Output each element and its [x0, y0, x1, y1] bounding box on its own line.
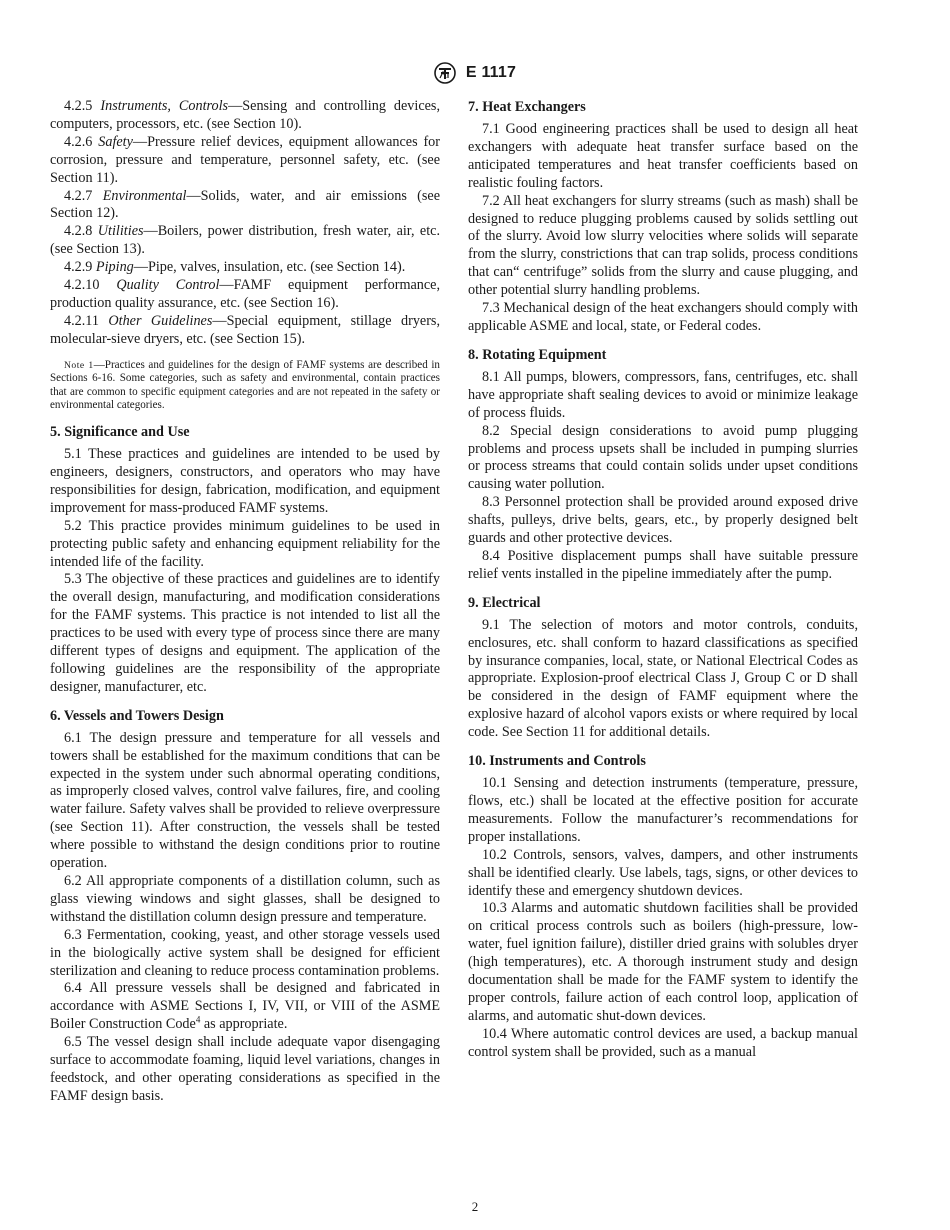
section-5-heading: 5. Significance and Use	[50, 424, 190, 441]
note-1: Note 1—Practices and guidelines for the design of FAMF systems are described in Sections 6-16. Some categories, such as safety and environmental, contain practices that are common to specific equipment categories and are not repeated in the safety or environmental categories.	[50, 358, 440, 412]
para-6-3: 6.3 Fermentation, cooking, yeast, and other storage vessels used in the biologically active system shall be designed for efficient sterilization and cleaning to reduce process contamination problems.	[50, 926, 440, 979]
left-column	[50, 98, 440, 1106]
para-6-4: 6.4 All pressure vessels shall be designed and fabricated in accordance with ASME Sections I, IV, VII, or VIII of the ASME Boiler Construction Code$^4$ as appropriate.	[50, 980, 440, 1033]
para-10-3: 10.3 Alarms and automatic shutdown facilities shall be provided on critical process controls such as boilers (high-pressure, low-water, fuel ignition failure), distiller dried grains with solubles dryer (high temperatures), etc. A thorough instrument study and design documentation shall be made for the FAMF system to identify the proper controls, failure action of each control loop, application of alarms, and automatic shut-down devices.	[468, 900, 858, 1024]
section-8-heading: 8. Rotating Equipment	[468, 346, 607, 363]
page-number: 2	[471, 1199, 479, 1214]
para-8-1: 8.1 All pumps, blowers, compressors, fans, centrifuges, etc. shall have appropriate shaft sealing devices to avoid or minimize leakage of process fluids.	[468, 368, 858, 421]
para-10-2: 10.2 Controls, sensors, valves, dampers, and other instruments shall be identified clearly. Use labels, tags, signs, or other devices to identify these and emergency shutdown devices.	[468, 846, 858, 899]
para-9-1: 9.1 The selection of motors and motor controls, conduits, enclosures, etc. shall conform to hazard classifications as specified by insurance companies, local, state, or National Electrical Codes as appropriate. Explosion-proof electrical Class J, Group C or D shall be considered in the design of FAMF equipment where the explosive hazard of alcohol vapors exists or where required by local code. See Section 11 for additional details.	[468, 616, 858, 741]
footnote-ref: 4	[195, 1014, 201, 1025]
item-4-2-7: 4.2.7 Environmental—Solids, water, and air emissions (see Section 12).	[50, 187, 440, 222]
para-8-4: 8.4 Positive displacement pumps shall have suitable pressure relief vents installed in the pipeline immediately after the pump.	[468, 547, 858, 582]
section-9-heading: 9. Electrical	[468, 594, 541, 611]
document-id: E 1117	[465, 64, 517, 81]
section-10-heading: 10. Instruments and Controls	[468, 753, 646, 770]
page-header	[0, 62, 950, 86]
para-7-1: 7.1 Good engineering practices shall be used to design all heat exchangers with adequate heat transfer surface based on the anticipated temperatures and heat transfer coefficients based on realistic fouling factors.	[468, 121, 858, 191]
para-6-2: 6.2 All appropriate components of a distillation column, such as glass viewing windows and sight glasses, shall be designed to withstand the distillation column design pressure and temperature.	[50, 873, 440, 925]
para-8-2: 8.2 Special design considerations to avoid pump plugging problems and process upsets shall be included in pumping slurries or process streams that could contain solids under upset conditions causing water pollution.	[468, 422, 858, 493]
para-5-1: 5.1 These practices and guidelines are intended to be used by engineers, designers, constructors, and operators who may have responsibilities for design, fabrication, modification, and equipment improvement for mass-produced FAMF systems.	[50, 446, 440, 516]
section-6-heading: 6. Vessels and Towers Design	[50, 707, 224, 724]
section-7-heading: 7. Heat Exchangers	[468, 99, 586, 115]
item-4-2-8: 4.2.8 Utilities—Boilers, power distribution, fresh water, air, etc. (see Section 13).	[50, 223, 441, 258]
para-10-1: 10.1 Sensing and detection instruments (temperature, pressure, flows, etc.) shall be located at the effective position for accurate measurements. Follow the manufacturer’s recommendations for proper installations.	[468, 775, 858, 845]
para-5-2: 5.2 This practice provides minimum guidelines to be used in protecting public safety and enhancing equipment reliability for the intended life of the facility.	[50, 517, 440, 570]
para-8-3: 8.3 Personnel protection shall be provided around exposed drive shafts, pulleys, drive belts, gears, etc., by properly designed belt guards and other protective devices.	[468, 494, 858, 547]
item-4-2-10: 4.2.10 Quality Control—FAMF equipment performance, production quality assurance, etc. (see Section 16).	[50, 277, 441, 311]
para-5-3: 5.3 The objective of these practices and guidelines are to identify the overall design, manufacturing, and modification considerations for the FAMF systems. This practice is not intended to list all the practices to be used with every type of process since there are many different types of designs and equipment. The application of the following guidelines are the responsibility of the appropriate designer, manufacturer, etc.	[50, 571, 440, 695]
para-10-4: 10.4 Where automatic control devices are used, a backup manual control system shall be provided, such as a manual	[468, 1025, 858, 1060]
para-6-1: 6.1 The design pressure and temperature for all vessels and towers shall be established for the maximum conditions that can be expected in the system under such abnormal operating conditions, as improperly closed valves, control valve failures, fire, and cooling water failure. Safety valves shall be provided to relieve overpressure (see Section 11). After construction, the vessels shall be tested where possible to withstand the design conditions prior to routine operation.	[50, 729, 440, 872]
item-4-2-11: 4.2.11 Other Guidelines—Special equipment, stillage dryers, molecular-sieve dryers, etc. (see Section 15).	[50, 312, 440, 347]
item-4-2-5: 4.2.5 Instruments, Controls—Sensing and controlling devices, computers, processors, etc. (see Section 10).	[50, 98, 441, 132]
item-4-2-6: 4.2.6 Safety—Pressure relief devices, equipment allowances for corrosion, pressure and temperature, personnel safety, etc. (see Section 11).	[50, 133, 441, 186]
astm-logo-icon	[434, 62, 456, 84]
para-7-3: 7.3 Mechanical design of the heat exchangers should comply with applicable ASME and local, state, or Federal codes.	[468, 300, 858, 334]
para-6-5: 6.5 The vessel design shall include adequate vapor disengaging surface to accommodate foaming, liquid level variations, changes in feedstock, and other operating considerations as specified in the FAMF design basis.	[50, 1034, 440, 1104]
item-4-2-9: 4.2.9 Piping—Pipe, valves, insulation, etc. (see Section 14).	[64, 259, 406, 276]
para-7-2: 7.2 All heat exchangers for slurry streams (such as mash) shall be designed to reduce plugging problems caused by solids settling out of the slurry. Avoid low slurry velocities where solids will separate from the slurry, constrictions that can trap solids, process conditions that can“ centrifuge” solids from the slurry and cause plugging, and other potential slurry handling problems.	[468, 192, 858, 299]
right-column	[468, 98, 858, 1062]
